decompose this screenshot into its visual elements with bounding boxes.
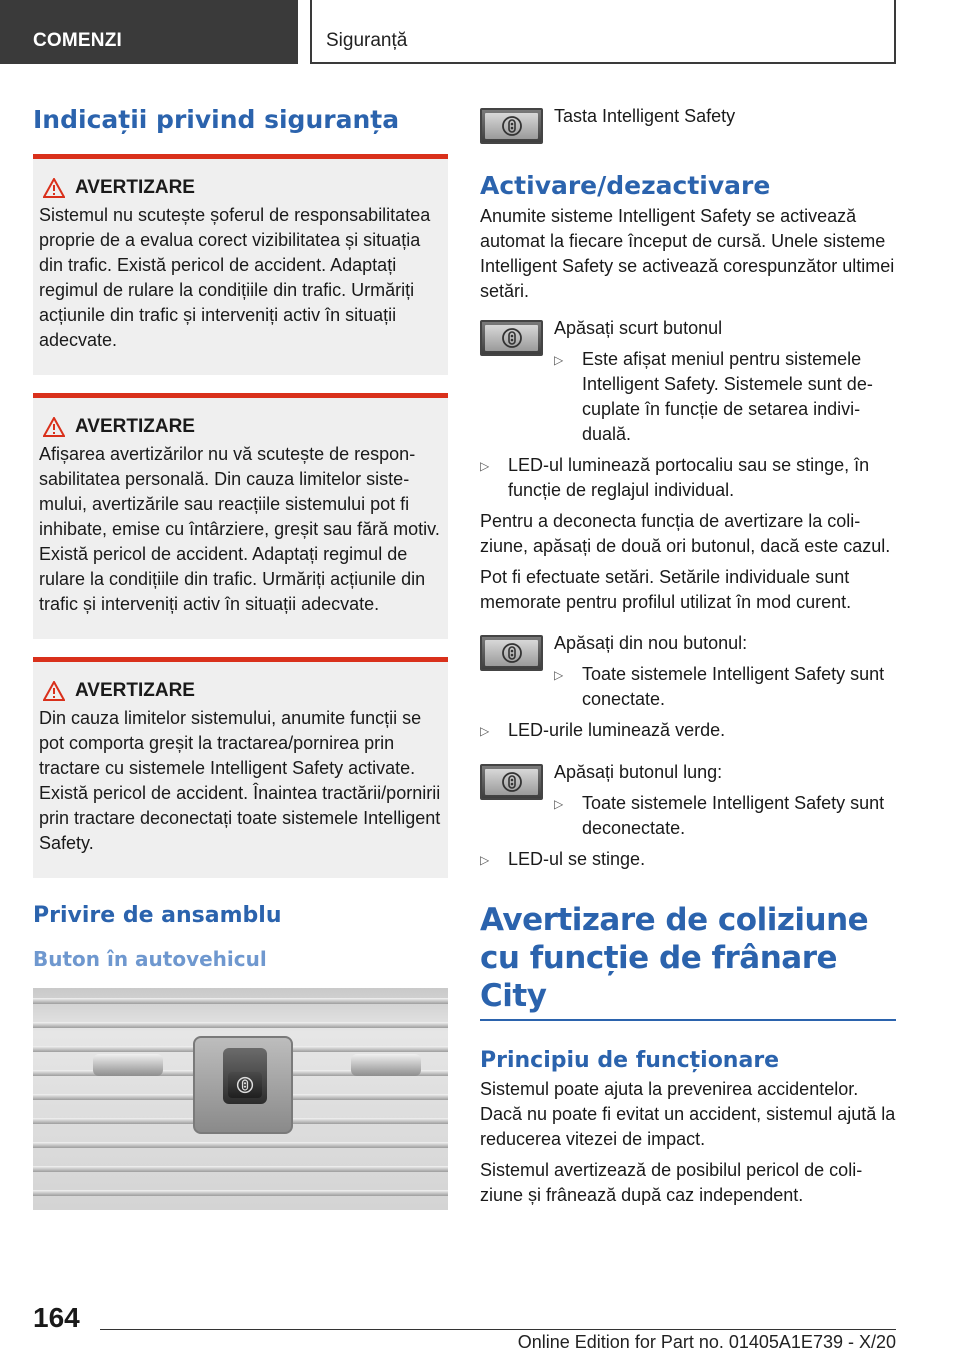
step-text: Apăsați butonul lung:: [554, 762, 723, 782]
collision-warning-title: Avertizare de coliziune cu funcție de frânare City: [480, 902, 869, 1014]
step-short-press: [480, 316, 896, 447]
warning-label: AVERTIZARE: [75, 177, 195, 198]
led-status-text: LED-ul luminează portocaliu sau se stinge, în funcție de reglajul individual.: [508, 455, 870, 500]
right-column: [480, 104, 896, 1208]
warning-box-1: [33, 154, 448, 375]
header-chapter-label: Siguranță: [326, 30, 408, 51]
button-subtitle: Buton în autovehicul: [33, 947, 267, 971]
warning-text: Afișarea avertizărilor nu vă scutește de responsabilitatea personală. Din cauza limitelor sistemului, avertizările sau reacțiile sistemului pot fi inhibate, emise cu întârziere, greșit sau fără motiv. Există pericol de accident. Adaptați regimul de rulare la condițiile din trafic. Urmăriți acțiunile din trafic și interveniți activ în situații adecvate.: [39, 444, 440, 614]
step-text: Apăsați scurt butonul: [554, 318, 723, 338]
vehicle-button-photo: [33, 988, 448, 1210]
intelligent-safety-button-photo: [223, 1048, 267, 1104]
key-caption: Tasta Intelligent Safety: [554, 106, 736, 126]
step-subtext: Toate sistemele Intelligent Safety sunt deconectate.: [582, 793, 885, 838]
step-long-press: [480, 760, 896, 841]
activation-title: Activare/dezactivare: [480, 171, 771, 200]
step-subtext: Este afișat meniul pentru sistemele Intelligent Safety. Sistemele sunt decuplate în funcție de setarea individuală.: [582, 349, 873, 444]
step-subtext: Toate sistemele Intelligent Safety sunt conectate.: [582, 664, 885, 709]
overview-title: Privire de ansamblu: [33, 903, 282, 928]
activation-intro: Anumite sisteme Intelligent Safety se activează automat la fiecare început de cursă. Unele sisteme Intelligent Safety se activează corespunzător ultimei setări.: [480, 206, 895, 301]
principle-title: Principiu de funcționare: [480, 1048, 780, 1073]
bullet-triangle-icon: ▷: [480, 853, 490, 867]
deconnect-paragraph: Pentru a deconecta funcția de avertizare la coliziune, apăsați de două ori butonul, dacă este cazul.: [480, 511, 891, 556]
bullet-triangle-icon: ▷: [480, 724, 490, 738]
page-number: 164: [33, 1302, 80, 1333]
bullet-triangle-icon: ▷: [480, 459, 490, 473]
header-section-tab: [0, 0, 298, 64]
warning-triangle-icon: [43, 417, 65, 437]
warning-text: Sistemul nu scutește șoferul de responsabilitatea proprie de a evalua corect vizibilitatea și situația din trafic. Există pericol de accident. Adaptați regimul de rulare la condițiile din trafic. Urmăriți acțiunile din trafic și interveniți activ în situații adecvate.: [39, 205, 431, 350]
footer-rule: [100, 1329, 896, 1330]
intelligent-safety-key-icon: [480, 764, 543, 800]
intelligent-safety-icon: [236, 1076, 254, 1094]
header-chapter-tab: [310, 0, 896, 64]
intelligent-safety-key-icon: [480, 635, 543, 671]
key-caption-row: [480, 104, 896, 144]
bullet-triangle-icon: ▷: [554, 353, 564, 367]
bullet-triangle-icon: ▷: [554, 668, 564, 682]
principle-paragraph-1: Sistemul poate ajuta la prevenirea accidentelor. Dacă nu poate fi evitat un accident, sistemul ajută la reducerea vitezei de impact.: [480, 1079, 896, 1149]
warning-box-2: [33, 393, 448, 639]
warning-triangle-icon: [43, 178, 65, 198]
step-text: Apăsați din nou butonul:: [554, 633, 748, 653]
warning-text: Din cauza limitelor sistemului, anumite funcții se pot comporta greșit la tractarea/pornirea prin tractare cu sistemele Intelligent Safety activate. Există pericol de accident. Înaintea tractării/pornirii prin tractare deconectați toate sistemele Intelligent Safety.: [39, 708, 441, 853]
warning-box-3: [33, 657, 448, 878]
bullet-triangle-icon: ▷: [554, 797, 564, 811]
intelligent-safety-key-icon: [480, 108, 543, 144]
safety-notes-title: Indicații privind siguranța: [33, 105, 400, 134]
settings-paragraph: Pot fi efectuate setări. Setările individuale sunt memorate pentru profilul utilizat în mod curent.: [480, 567, 852, 612]
intelligent-safety-key-icon: [480, 320, 543, 356]
warning-triangle-icon: [43, 681, 65, 701]
left-column: [33, 104, 448, 1210]
step-press-again: [480, 631, 896, 712]
footer-edition: Online Edition for Part no. 01405A1E739 - X/20: [517, 1332, 896, 1352]
led-status-text: LED-ul se stinge.: [508, 849, 646, 869]
warning-label: AVERTIZARE: [75, 680, 195, 701]
header-section-label: COMENZI: [33, 30, 123, 51]
principle-paragraph-2: Sistemul avertizează de posibilul pericol de coliziune și frânează după caz independent.: [480, 1160, 863, 1205]
warning-label: AVERTIZARE: [75, 416, 195, 437]
title-rule: [480, 1019, 896, 1021]
led-status-text: LED-urile luminează verde.: [508, 720, 726, 740]
